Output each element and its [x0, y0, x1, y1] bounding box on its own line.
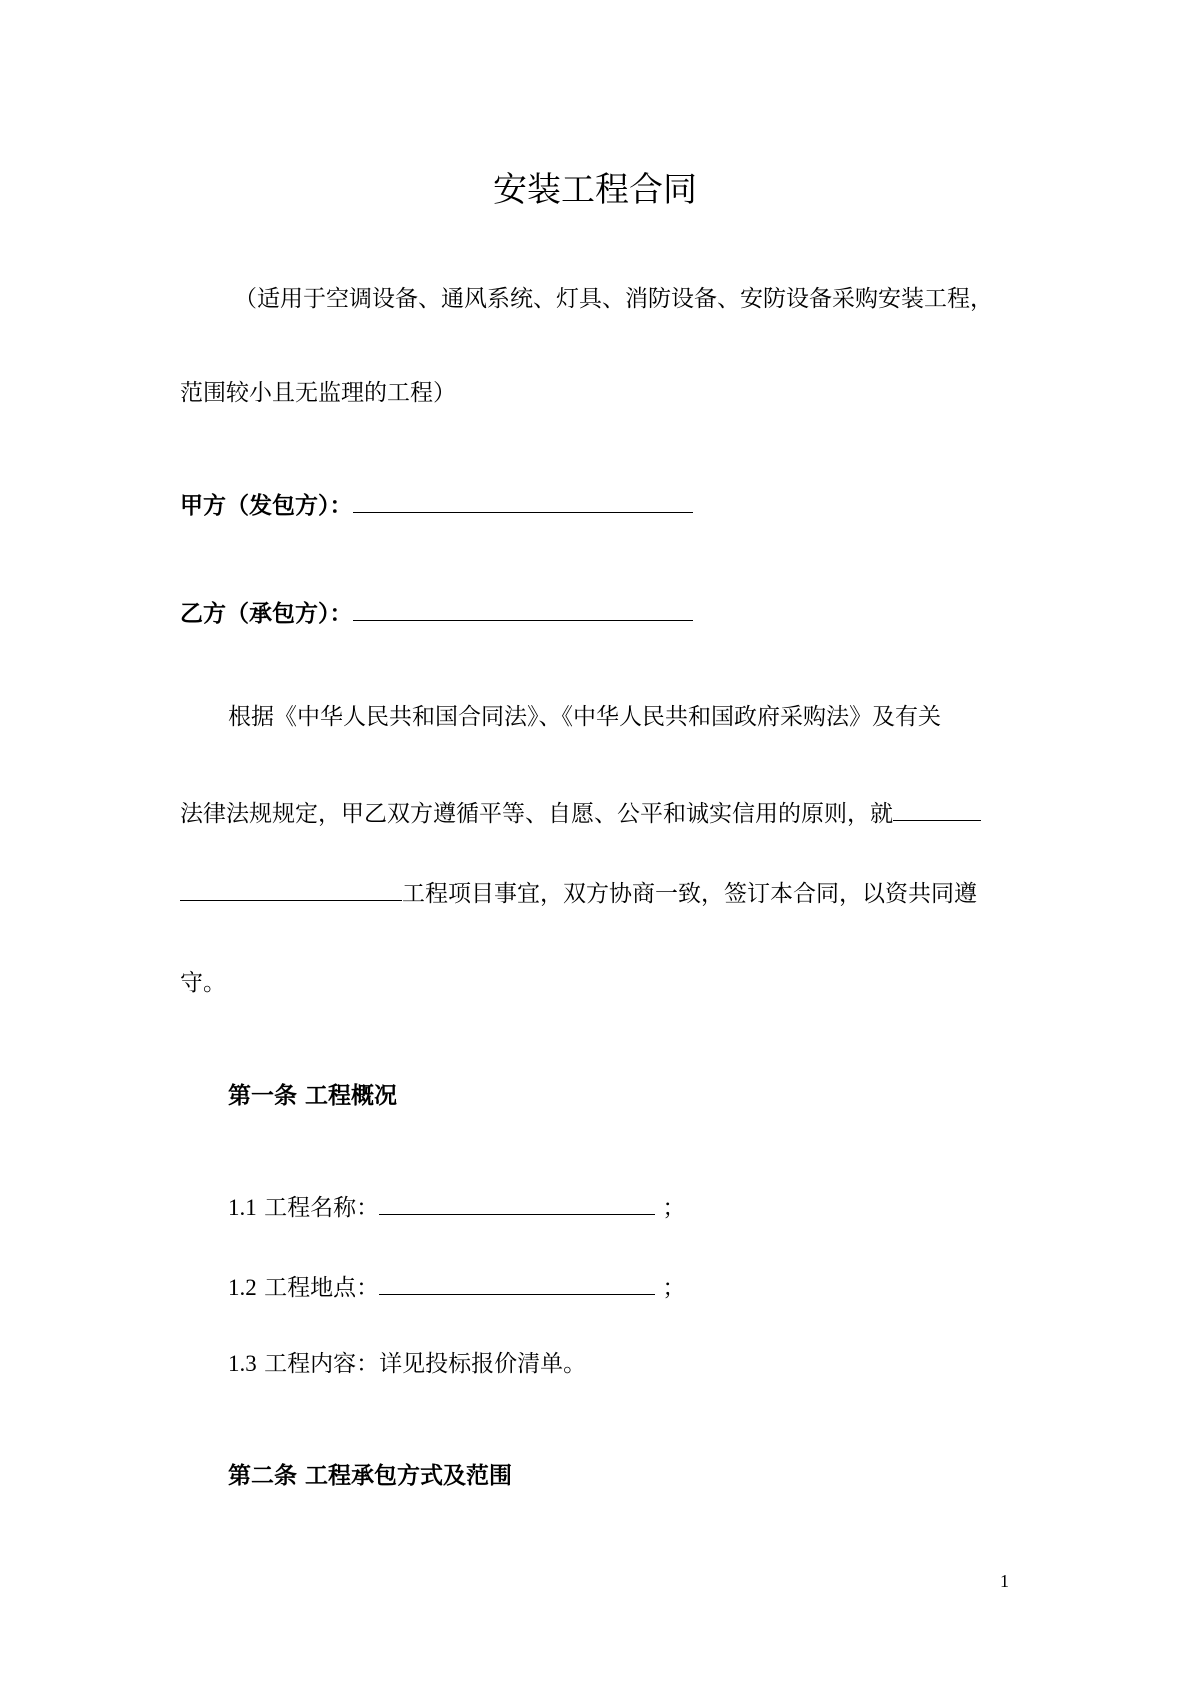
- project-name-blank-part1[interactable]: [893, 796, 981, 821]
- page-number: 1: [1000, 1571, 1009, 1591]
- party-b-label: 乙方（承包方）：: [180, 601, 353, 627]
- project-name-field[interactable]: [379, 1190, 655, 1215]
- project-name-blank-part2[interactable]: [180, 876, 402, 901]
- item-1-2-end: ；: [662, 1275, 686, 1301]
- project-location-field[interactable]: [379, 1270, 655, 1295]
- preamble-line-3-text: 工程项目事宜，双方协商一致，签订本合同，以资共同遵: [402, 881, 977, 907]
- preamble-line-2-text: 法律法规规定，甲乙双方遵循平等、自愿、公平和诚实信用的原则，就: [180, 801, 893, 827]
- article-1-heading: 第一条 工程概况: [228, 1083, 398, 1109]
- party-b-blank[interactable]: [353, 596, 693, 621]
- item-1-2: [228, 1270, 685, 1303]
- preamble-line-4: 守。: [180, 970, 226, 996]
- party-a-label: 甲方（发包方）：: [180, 493, 353, 519]
- article-2-heading: 第二条 工程承包方式及范围: [228, 1463, 513, 1489]
- preamble-line-1: 根据《中华人民共和国合同法》、《中华人民共和国政府采购法》及有关: [228, 704, 941, 730]
- item-1-3-number: 1.3: [228, 1351, 257, 1376]
- subtitle-line-2: 范围较小且无监理的工程）: [180, 380, 456, 406]
- item-1-1-number: 1.1: [228, 1195, 257, 1220]
- preamble-line-2: [180, 796, 981, 829]
- item-1-3-text: 工程内容：详见投标报价清单。: [264, 1351, 587, 1377]
- item-1-2-label: 工程地点：: [264, 1275, 380, 1301]
- party-a-blank[interactable]: [353, 488, 693, 513]
- item-1-1-end: ；: [662, 1195, 686, 1221]
- item-1-2-number: 1.2: [228, 1275, 257, 1300]
- item-1-1: [228, 1190, 685, 1223]
- document-title: 安装工程合同: [493, 170, 697, 210]
- party-b-row: [180, 596, 693, 629]
- preamble-line-3: [180, 876, 977, 909]
- party-a-row: [180, 488, 693, 521]
- subtitle-line-1: （适用于空调设备、通风系统、灯具、消防设备、安防设备采购安装工程，: [234, 286, 993, 312]
- item-1-3: [228, 1349, 586, 1379]
- item-1-1-label: 工程名称：: [264, 1195, 380, 1221]
